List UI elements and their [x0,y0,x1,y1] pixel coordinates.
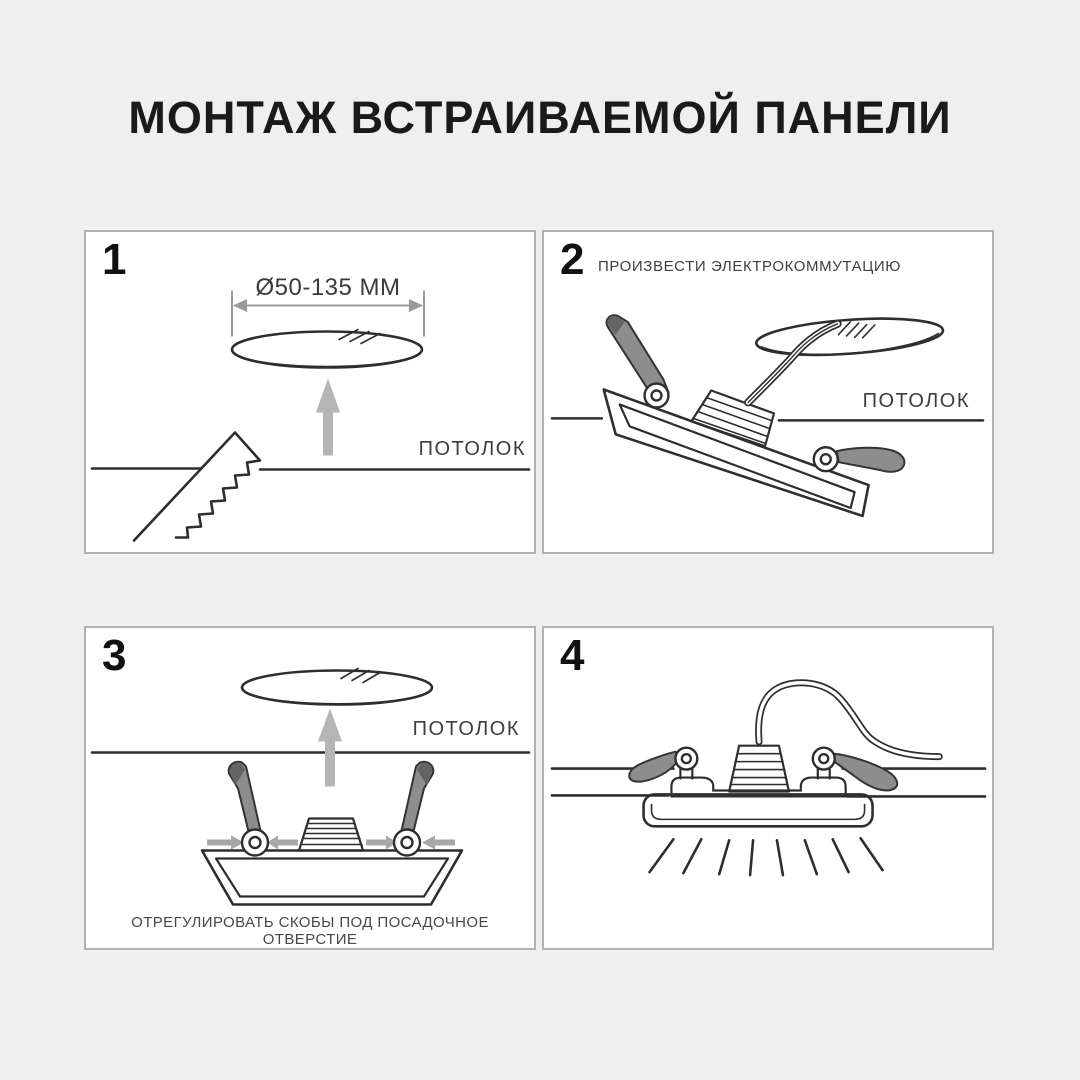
step3-illustration [86,628,534,948]
ceiling-label: ПОТОЛОК [412,718,520,740]
supply-wire [759,683,940,757]
page-title: МОНТАЖ ВСТРАИВАЕМОЙ ПАНЕЛИ [128,92,952,143]
step-panel-3 [84,626,536,950]
up-arrow-icon [316,379,340,456]
steps-grid [84,230,994,950]
step3-caption: ОТРЕГУЛИРОВАТЬ СКОБЫ ПОД ПОСАДОЧНОЕ ОТВЕРСТИЕ [131,914,489,948]
spring-clip-right [814,447,905,472]
step-number: 1 [102,235,127,284]
light-rays [650,838,883,875]
driver-block [691,391,774,447]
step-panel-2 [542,230,994,554]
step-panel-4 [542,626,994,950]
spring-clip-right [813,748,897,791]
ceiling-cutout [134,433,260,541]
step4-illustration [544,628,992,948]
panel-disc [755,313,944,360]
led-panel-body [202,851,462,905]
diameter-label: Ø50-135 ММ [255,274,401,301]
ceiling-label: ПОТОЛОК [418,438,526,460]
ceiling-label: ПОТОЛОК [862,390,970,412]
step-number: 4 [560,631,585,680]
step-number: 2 [560,235,585,284]
trim-bezel [644,794,873,826]
up-arrow-icon [318,709,342,787]
step-panel-1 [84,230,536,554]
step-number: 3 [102,631,127,680]
driver-block [299,819,363,851]
driver-block [729,746,789,792]
ceiling-line [92,469,529,470]
panel-disc [242,669,432,705]
step2-caption: ПРОИЗВЕСТИ ЭЛЕКТРОКОММУТАЦИЮ [598,258,902,275]
panel-disc [232,330,422,368]
